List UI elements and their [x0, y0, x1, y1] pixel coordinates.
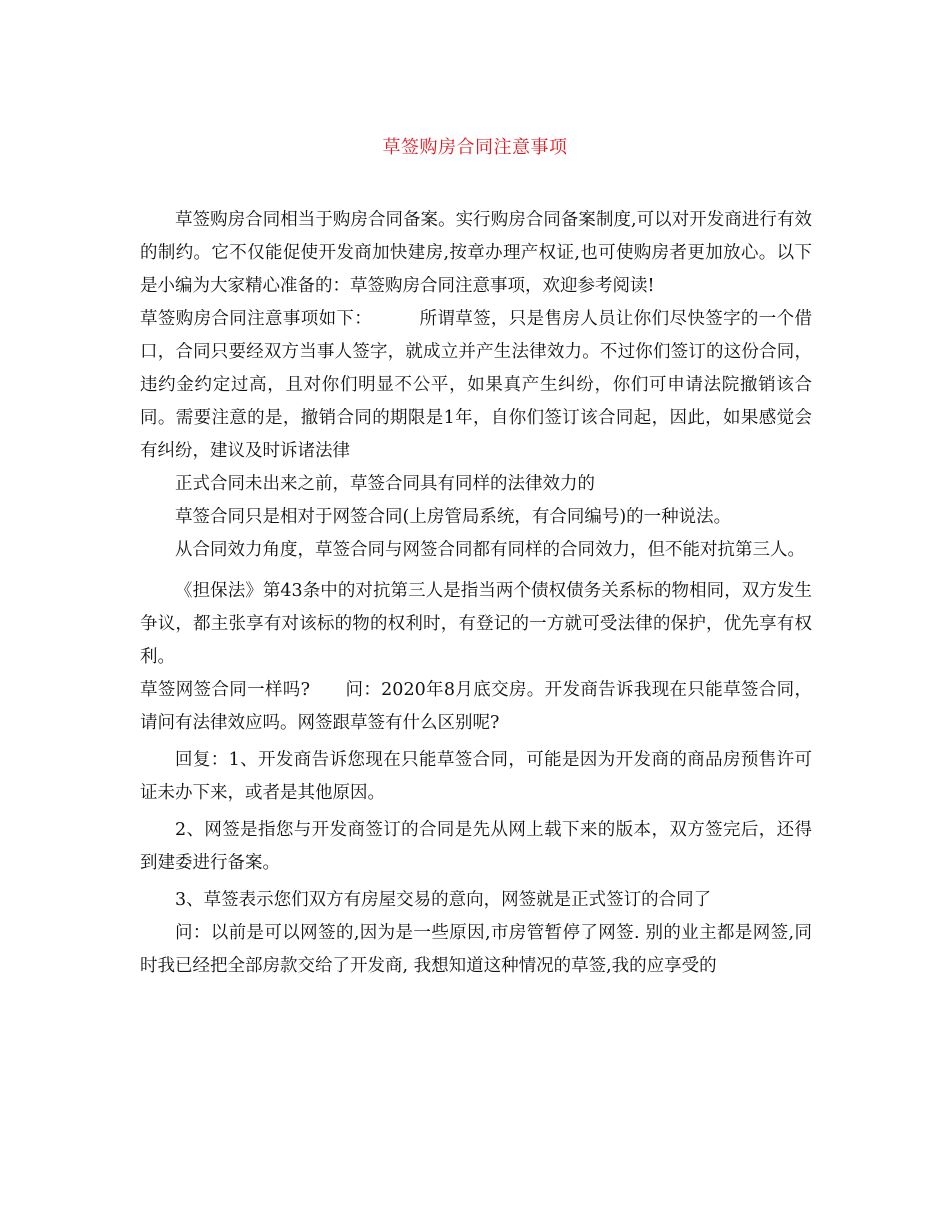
paragraph-validity: 从合同效力角度，草签合同与网签合同都有同样的合同效力，但不能对抗第三人。: [175, 540, 805, 560]
paragraph-intro: 草签购房合同相当于购房合同备案。实行购房合同备案制度,可以对开发商进行有效的制约。它不仅能促使开发商加快建房,按章办理产权证,也可使购房者更加放心。以下是小编为大家精心准备的：草签购房合同注意事项，欢迎参考阅读!: [140, 210, 812, 296]
paragraph-notes-heading: 草签购房合同注意事项如下： 所谓草签，只是售房人员让你们尽快签字的一个借口，合同只要经双方当事人签字，就成立并产生法律效力。不过你们签订的这份合同，违约金约定过高，且对你们明显不公平，如果真产生纠纷，你们可申请法院撤销该合同。需要注意的是，撤销合同的期限是1年，自你们签订该合同起，因此，如果感觉会有纠纷，建议及时诉诸法律: [140, 309, 812, 461]
document-title: 草签购房合同注意事项: [382, 137, 568, 158]
paragraph-question-2: 问：以前是可以网签的,因为是一些原因,市房管暂停了网签. 别的业主都是网签,同时我已经把全部房款交给了开发商, 我想知道这种情况的草签,我的应享受的: [140, 923, 812, 976]
paragraph-draft-vs-online: 草签合同只是相对于网签合同(上房管局系统，有合同编号)的一种说法。: [175, 507, 732, 527]
paragraph-reply-1: 回复：1、开发商告诉您现在只能草签合同，可能是因为开发商的商品房预售许可证未办下来，或者是其他原因。: [140, 750, 812, 803]
paragraph-reply-2: 2、网签是指您与开发商签订的合同是先从网上载下来的版本，双方签完后，还得到建委进行备案。: [140, 820, 812, 873]
paragraph-question-heading: 草签网签合同一样吗? 问：2020年8月底交房。开发商告诉我现在只能草签合同，请问有法律效应吗。网签跟草签有什么区别呢?: [140, 680, 812, 733]
paragraph-guarantee-law: 《担保法》第43条中的对抗第三人是指当两个债权债务关系标的物相同，双方发生争议，都主张享有对该标的物的权利时，有登记的一方就可受法律的保护，优先享有权利。: [140, 581, 812, 667]
paragraph-legal-effect: 正式合同未出来之前，草签合同具有同样的法律效力的: [175, 474, 595, 494]
document-body: [140, 204, 812, 983]
paragraph-reply-3: 3、草签表示您们双方有房屋交易的意向，网签就是正式签订的合同了: [175, 890, 712, 910]
